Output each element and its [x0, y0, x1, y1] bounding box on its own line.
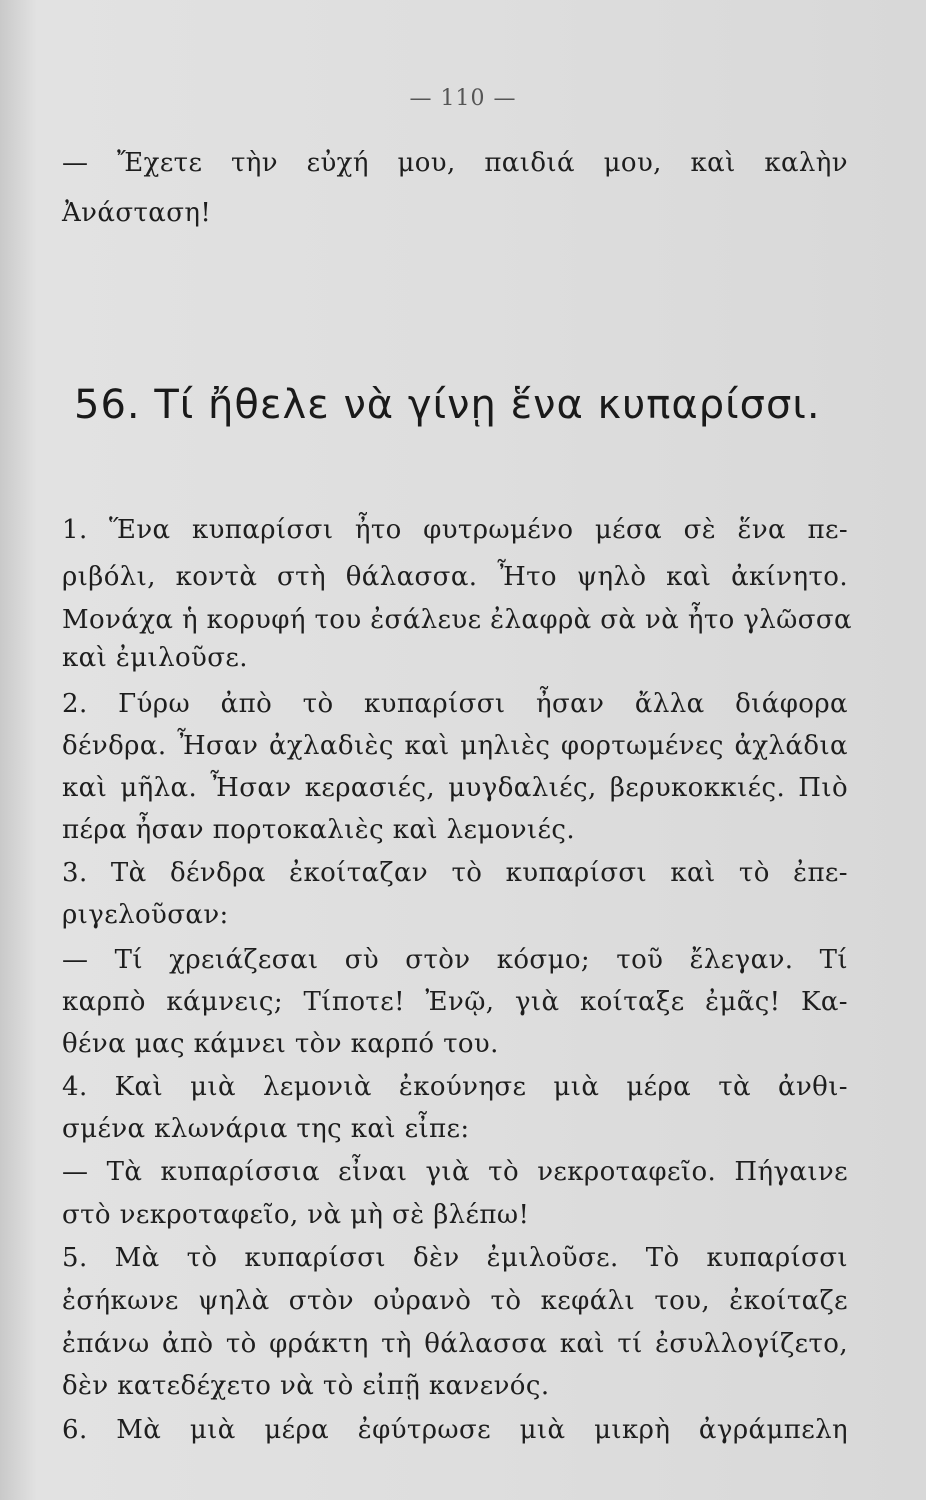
text-line: 4. Καὶ μιὰ λεμονιὰ ἐκούνησε μιὰ μέρα τὰ ἀνθι-: [62, 1072, 848, 1102]
text-line: ριγελοῦσαν:: [62, 900, 229, 930]
text-line: Μονάχα ἡ κορυφή του ἐσάλευε ἐλαφρὰ σὰ νὰ ἦτο γλῶσσα: [62, 605, 853, 635]
text-line: στὸ νεκροταφεῖο, νὰ μὴ σὲ βλέπω!: [62, 1200, 530, 1230]
chapter-heading: 56. Τί ἤθελε νὰ γίνῃ ἕνα κυπαρίσσι.: [74, 382, 821, 428]
text-line: σμένα κλωνάρια της καὶ εἶπε:: [62, 1114, 470, 1144]
text-line: — Ἔχετε τὴν εὐχή μου, παιδιά μου, καὶ καλὴν: [62, 148, 848, 178]
text-line: δὲν κατεδέχετο νὰ τὸ εἰπῇ κανενός.: [62, 1371, 550, 1401]
text-line: ριβόλι, κοντὰ στὴ θάλασσα. Ἦτο ψηλὸ καὶ ἀκίνητο.: [62, 562, 848, 592]
text-line: 2. Γύρω ἀπὸ τὸ κυπαρίσσι ἦσαν ἄλλα διάφορα: [62, 689, 848, 719]
text-line: καὶ μῆλα. Ἦσαν κερασιές, μυγδαλιές, βερυκοκκιές. Πιὸ: [62, 773, 848, 803]
text-line: δένδρα. Ἦσαν ἀχλαδιὲς καὶ μηλιὲς φορτωμένες ἀχλάδια: [62, 731, 848, 761]
text-line: Ἀνάσταση!: [62, 198, 212, 228]
text-line: ἐσήκωνε ψηλὰ στὸν οὐρανὸ τὸ κεφάλι του, ἐκοίταζε: [62, 1286, 848, 1316]
text-line: καρπὸ κάμνεις; Τίποτε! Ἐνῷ, γιὰ κοίταξε ἐμᾶς! Κα-: [62, 987, 848, 1017]
text-line: ἐπάνω ἀπὸ τὸ φράκτη τὴ θάλασσα καὶ τί ἐσυλλογίζετο,: [62, 1329, 848, 1359]
text-line: — Τὰ κυπαρίσσια εἶναι γιὰ τὸ νεκροταφεῖο. Πήγαινε: [62, 1157, 848, 1187]
page-number: — 110 —: [409, 86, 517, 111]
text-line: 5. Μὰ τὸ κυπαρίσσι δὲν ἐμιλοῦσε. Τὸ κυπαρίσσι: [62, 1243, 848, 1273]
text-line: πέρα ἦσαν πορτοκαλιὲς καὶ λεμονιές.: [62, 815, 576, 845]
text-line: — Τί χρειάζεσαι σὺ στὸν κόσμο; τοῦ ἔλεγαν. Τί: [62, 945, 848, 975]
text-line: καὶ ἐμιλοῦσε.: [62, 643, 248, 673]
text-line: 6. Μὰ μιὰ μέρα ἐφύτρωσε μιὰ μικρὴ ἀγράμπελη: [62, 1415, 848, 1445]
text-line: 1. Ἕνα κυπαρίσσι ἦτο φυτρωμένο μέσα σὲ ἕνα πε-: [62, 515, 848, 545]
text-line: θένα μας κάμνει τὸν καρπό του.: [62, 1029, 499, 1059]
text-line: 3. Τὰ δένδρα ἐκοίταζαν τὸ κυπαρίσσι καὶ τὸ ἐπε-: [62, 858, 848, 888]
